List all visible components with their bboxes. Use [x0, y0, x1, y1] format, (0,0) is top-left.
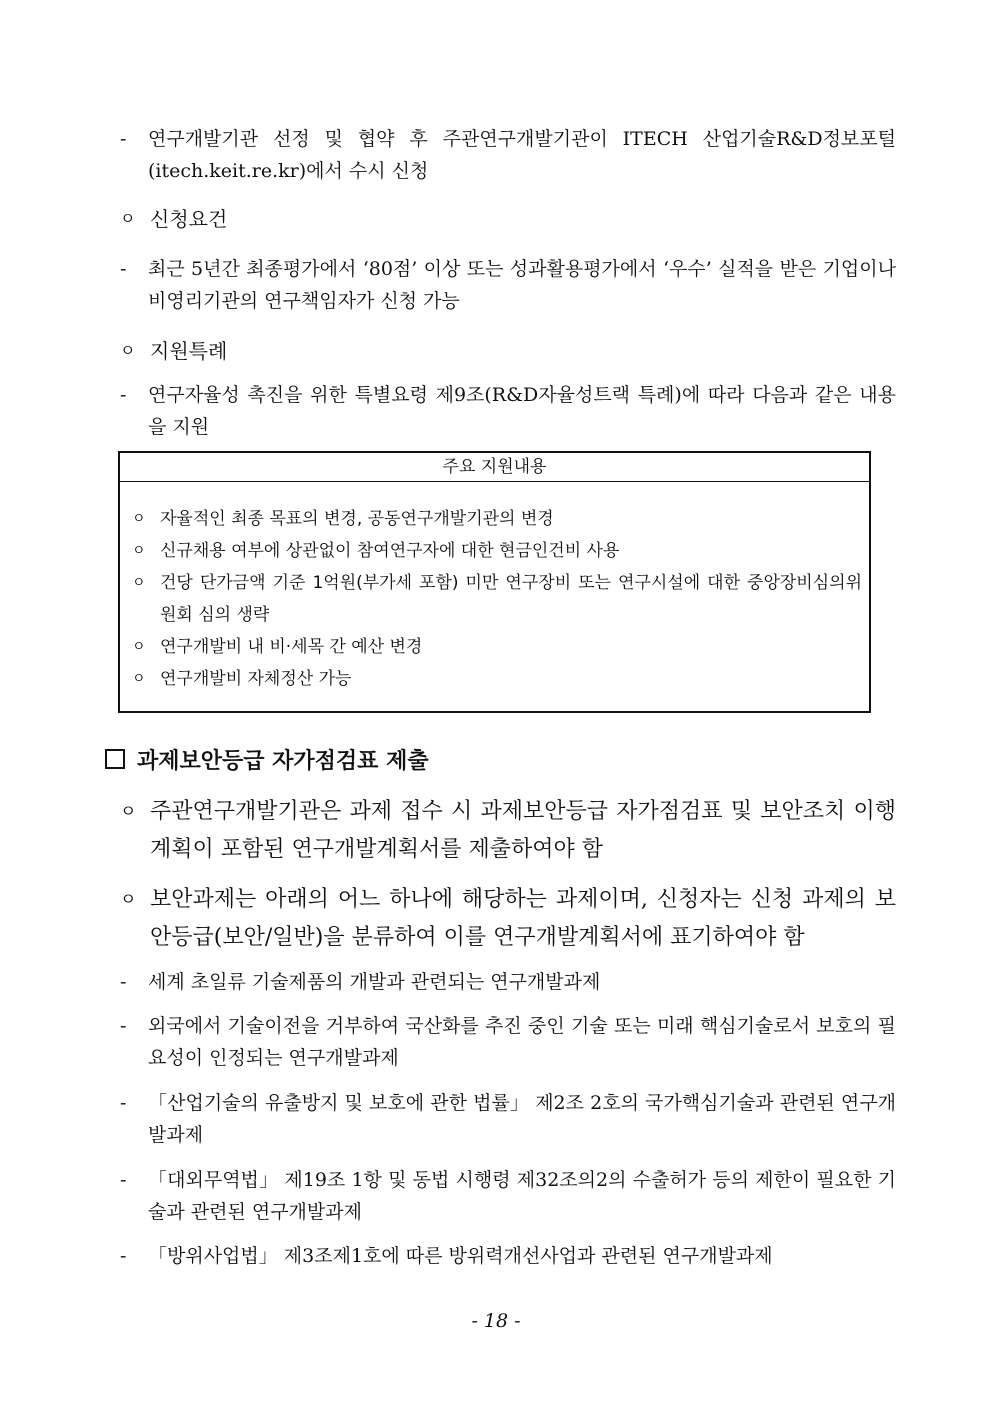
- intro-item-eligibility: [120, 253, 896, 317]
- item-text: 「대외무역법」 제19조 1항 및 동법 시행령 제32조의2의 수출허가 등의 제한이 필요한 기술과 관련된 연구개발과제: [148, 1169, 896, 1223]
- circle-bullet: ㅇ: [120, 341, 136, 360]
- item-text: 「방위사업법」 제3조제1호에 따른 방위력개선사업과 관련된 연구개발과제: [148, 1245, 773, 1267]
- intro-item-submission: [120, 123, 896, 187]
- circle-bullet: ㅇ: [120, 802, 137, 822]
- dash-bullet: -: [120, 1015, 127, 1037]
- item-text: 자율적인 최종 목표의 변경, 공동연구개발기관의 변경: [160, 509, 554, 529]
- security-criteria-item: [120, 1240, 896, 1272]
- dash-bullet: -: [120, 1245, 127, 1267]
- item-text: 최근 5년간 최종평가에서 ‘80점’ 이상 또는 성과활용평가에서 ‘우수’ 실적을 받은 기업이나 비영리기관의 연구책임자가 신청 가능: [148, 258, 896, 312]
- item-text: 신규채용 여부에 상관없이 참여연구자에 대한 현금인건비 사용: [160, 541, 620, 561]
- circle-bullet: ㅇ: [120, 890, 137, 910]
- support-content-box: [118, 451, 871, 713]
- section-heading: [105, 745, 429, 777]
- support-item: [132, 631, 862, 663]
- intro-item-autonomy-track: [120, 379, 896, 443]
- security-criteria-item: [120, 1087, 896, 1151]
- section-item-security-tasks: [120, 881, 896, 957]
- support-item: [132, 663, 862, 695]
- support-item: [132, 503, 862, 535]
- security-criteria-item: [120, 1010, 896, 1074]
- item-text: 연구개발비 자체정산 가능: [160, 669, 352, 689]
- security-criteria-item: [120, 966, 896, 998]
- square-bullet-icon: [105, 749, 125, 769]
- circle-bullet: ㅇ: [132, 575, 146, 591]
- dash-bullet: -: [120, 971, 127, 993]
- intro-item-special-support: [120, 334, 896, 368]
- support-item: [132, 567, 862, 631]
- support-list: [132, 503, 862, 695]
- support-box-header: 주요 지원내용: [120, 453, 869, 482]
- circle-bullet: ㅇ: [132, 511, 146, 527]
- dash-bullet: -: [120, 1169, 127, 1191]
- dash-bullet: -: [120, 128, 127, 150]
- item-text: 외국에서 기술이전을 거부하여 국산화를 추진 중인 기술 또는 미래 핵심기술로서 보호의 필요성이 인정되는 연구개발과제: [148, 1015, 896, 1069]
- page-number: - 18 -: [471, 1310, 521, 1332]
- circle-bullet: ㅇ: [132, 543, 146, 559]
- item-text: 세계 초일류 기술제품의 개발과 관련되는 연구개발과제: [148, 971, 601, 993]
- section-item-self-check: [120, 793, 896, 869]
- security-criteria-item: [120, 1164, 896, 1228]
- circle-bullet: ㅇ: [132, 639, 146, 655]
- support-item: [132, 535, 862, 567]
- item-text: 건당 단가금액 기준 1억원(부가세 포함) 미만 연구장비 또는 연구시설에 대한 중앙장비심의위원회 심의 생략: [160, 573, 862, 625]
- dash-bullet: -: [120, 384, 127, 406]
- circle-bullet: ㅇ: [120, 209, 136, 228]
- item-text: 지원특례: [150, 339, 228, 363]
- item-text: 「산업기술의 유출방지 및 보호에 관한 법률」 제2조 2호의 국가핵심기술과 관련된 연구개발과제: [148, 1092, 896, 1146]
- item-text: 연구개발기관 선정 및 협약 후 주관연구개발기관이 ITECH 산업기술R&D정보포털 (itech.keit.re.kr)에서 수시 신청: [148, 128, 896, 182]
- dash-bullet: -: [120, 1092, 127, 1114]
- item-text: 주관연구개발기관은 과제 접수 시 과제보안등급 자가점검표 및 보안조치 이행계획이 포함된 연구개발계획서를 제출하여야 함: [150, 799, 896, 862]
- dash-bullet: -: [120, 258, 127, 280]
- circle-bullet: ㅇ: [132, 671, 146, 687]
- item-text: 보안과제는 아래의 어느 하나에 해당하는 과제이며, 신청자는 신청 과제의 보안등급(보안/일반)을 분류하여 이를 연구개발계획서에 표기하여야 함: [150, 887, 896, 950]
- section-title: 과제보안등급 자가점검표 제출: [137, 748, 429, 774]
- item-text: 연구자율성 촉진을 위한 특별요령 제9조(R&D자율성트랙 특례)에 따라 다음과 같은 내용을 지원: [148, 384, 896, 438]
- item-text: 연구개발비 내 비·세목 간 예산 변경: [160, 637, 423, 657]
- item-text: 신청요건: [150, 207, 228, 231]
- intro-item-requirements: [120, 202, 896, 236]
